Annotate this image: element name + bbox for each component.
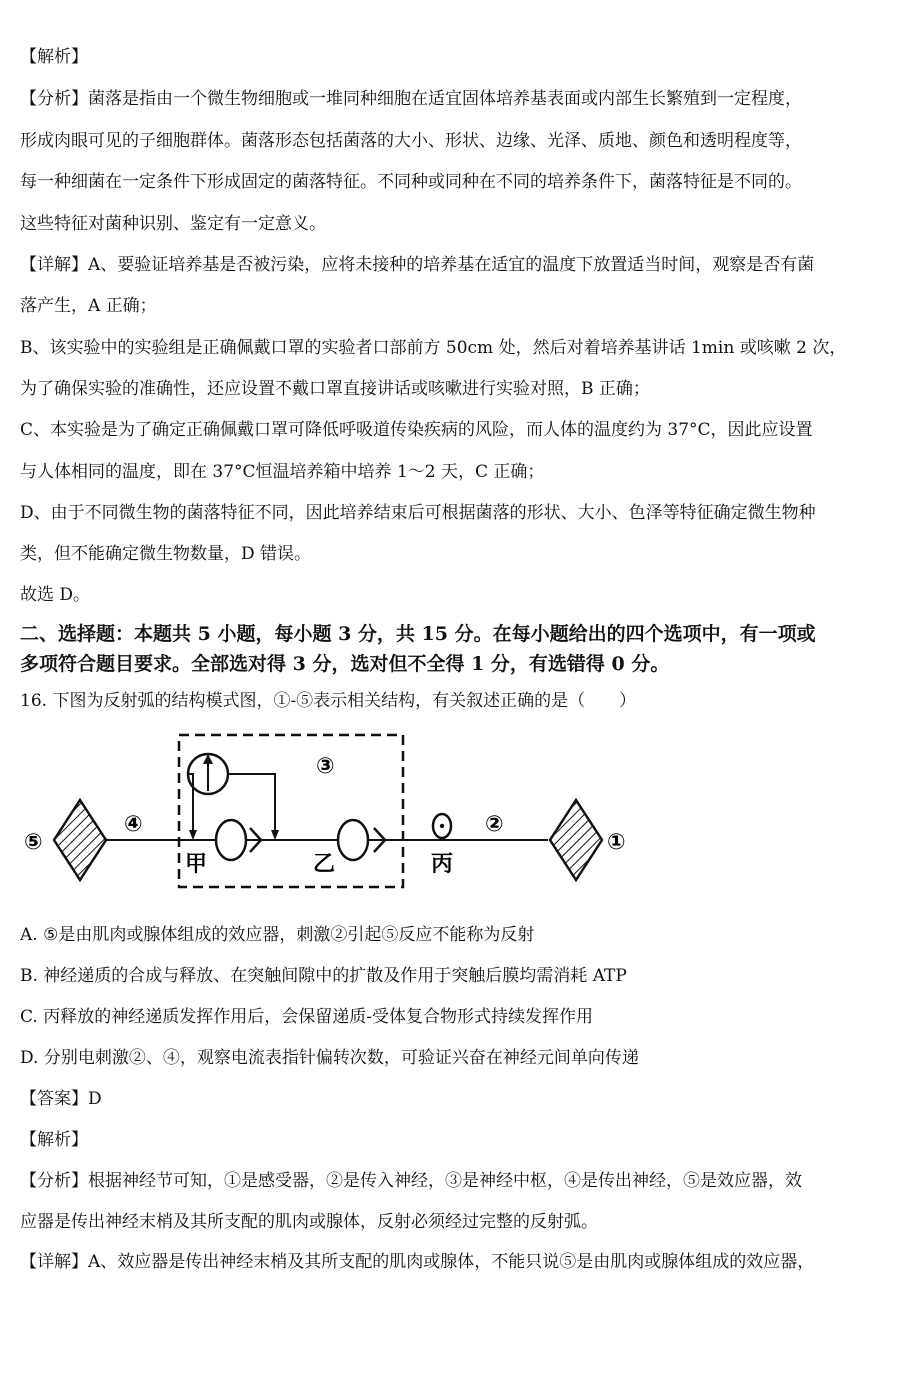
text-line: 每一种细菌在一定条件下形成固定的菌落特征。不同种或同种在不同的培养条件下，菌落特征是不同的。 bbox=[20, 172, 802, 192]
text-line: 类，但不能确定微生物数量，D 错误。 bbox=[20, 544, 312, 564]
text-line: 二、选择题：本题共 5 小题，每小题 3 分，共 15 分。在每小题给出的四个选项中，有一项或 bbox=[20, 623, 816, 645]
text-line: D. 分别电刺激②、④，观察电流表指针偏转次数，可验证兴奋在神经元间单向传递 bbox=[20, 1048, 639, 1068]
label-5: ⑤ bbox=[24, 830, 43, 855]
text-line: 【详解】A、要验证培养基是否被污染，应将未接种的培养基在适宜的温度下放置适当时间，观察是否有菌 bbox=[20, 255, 815, 275]
text-line: 这些特征对菌种识别、鉴定有一定意义。 bbox=[20, 214, 326, 234]
neuron-body-jia bbox=[216, 820, 246, 860]
neuron-body-yi bbox=[338, 820, 368, 860]
text-line: D、由于不同微生物的菌落特征不同，因此培养结束后可根据菌落的形状、大小、色泽等特征确定微生物种 bbox=[20, 503, 816, 523]
text-line: 【分析】根据神经节可知，①是感受器，②是传入神经，③是神经中枢，④是传出神经，⑤是效应器，效 bbox=[20, 1171, 802, 1191]
text-line: B、该实验中的实验组是正确佩戴口罩的实验者口部前方 50cm 处，然后对着培养基讲话 1min 或咳嗽 2 次， bbox=[20, 338, 847, 358]
reflex-arc-diagram bbox=[0, 725, 900, 900]
text-line: 【答案】D bbox=[20, 1089, 102, 1109]
text-line: 多项符合题目要求。全部选对得 3 分，选对但不全得 1 分，有选错得 0 分。 bbox=[20, 653, 670, 675]
label-yi: 乙 bbox=[313, 852, 336, 877]
text-line: C、本实验是为了确定正确佩戴口罩可降低呼吸道传染疾病的风险，而人体的温度约为 37°C，因此应设置 bbox=[20, 420, 813, 440]
text-line: 为了确保实验的准确性，还应设置不戴口罩直接讲话或咳嗽进行实验对照，B 正确； bbox=[20, 379, 650, 399]
label-1: ① bbox=[607, 830, 626, 855]
receptor-diamond-icon bbox=[550, 800, 602, 880]
text-line: 应器是传出神经末梢及其所支配的肌肉或腺体，反射必须经过完整的反射弧。 bbox=[20, 1212, 598, 1232]
label-3: ③ bbox=[316, 754, 335, 779]
text-line: 【详解】A、效应器是传出神经末梢及其所支配的肌肉或腺体，不能只说⑤是由肌肉或腺体组成的效应器， bbox=[20, 1252, 815, 1272]
text-line: B. 神经递质的合成与释放、在突触间隙中的扩散及作用于突触后膜均需消耗 ATP bbox=[20, 966, 627, 986]
text-line: 16. 下图为反射弧的结构模式图，①-⑤表示相关结构，有关叙述正确的是（ ） bbox=[20, 691, 637, 711]
text-line: A. ⑤是由肌肉或腺体组成的效应器，刺激②引起⑤反应不能称为反射 bbox=[20, 925, 535, 945]
label-bing: 丙 bbox=[431, 852, 454, 877]
text-line: 与人体相同的温度，即在 37°C恒温培养箱中培养 1～2 天，C 正确； bbox=[20, 462, 545, 482]
text-line: 【解析】 bbox=[20, 1130, 88, 1150]
text-line: 【分析】菌落是指由一个微生物细胞或一堆同种细胞在适宜固体培养基表面或内部生长繁殖到一定程度， bbox=[20, 89, 802, 109]
effector-diamond-icon bbox=[54, 800, 106, 880]
label-4: ④ bbox=[124, 812, 143, 837]
text-line: 【解析】 bbox=[20, 47, 88, 67]
text-line: C. 丙释放的神经递质发挥作用后，会保留递质-受体复合物形式持续发挥作用 bbox=[20, 1007, 593, 1027]
text-line: 故选 D。 bbox=[20, 585, 91, 605]
text-line: 形成肉眼可见的子细胞群体。菌落形态包括菌落的大小、形状、边缘、光泽、质地、颜色和透明程度等， bbox=[20, 131, 802, 151]
label-2: ② bbox=[485, 812, 504, 837]
label-jia: 甲 bbox=[185, 852, 208, 877]
text-line: 落产生，A 正确； bbox=[20, 296, 157, 316]
